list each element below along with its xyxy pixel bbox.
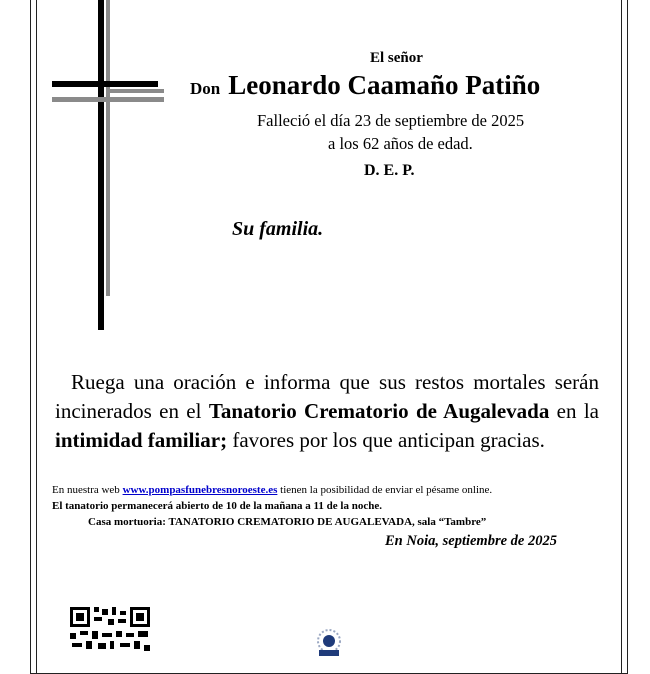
web-link[interactable]: www.pompasfunebresnoroeste.es: [122, 484, 278, 496]
qr-code-icon[interactable]: [68, 605, 152, 655]
message-part-2: en la: [549, 399, 600, 423]
opening-hours: El tanatorio permanecerá abierto de 10 de la mañana a 11 de la noche.: [52, 500, 382, 512]
honorific: Don: [190, 79, 221, 98]
deceased-name-line: [190, 70, 540, 101]
deceased-name: Leonardo Caamaño Patiño: [228, 70, 541, 100]
cross-horizontal-black: [52, 81, 158, 87]
title-senor: El señor: [370, 50, 423, 66]
death-date: Falleció el día 23 de septiembre de 2025: [257, 111, 525, 130]
message-part-1: Ruega una oración e informa que sus restos mortales serán incinerados en el: [55, 370, 599, 423]
cross-horizontal-grey-short: [110, 89, 164, 93]
age: a los 62 años de edad.: [328, 134, 473, 153]
web-prefix: En nuestra web: [52, 484, 123, 496]
cross-vertical-grey: [106, 0, 110, 296]
message-part-3: favores por los que anticipan gracias.: [227, 428, 545, 452]
mortuary-location: Casa mortuoria: TANATORIO CREMATORIO DE AUGALEVADA, sala “Tambre”: [88, 516, 487, 528]
cross-horizontal-grey: [52, 97, 164, 102]
message-private: intimidad familiar;: [55, 428, 228, 452]
message-crematorium: Tanatorio Crematorio de Augalevada: [208, 399, 550, 423]
funeral-home-logo-icon: [313, 628, 345, 656]
web-line: [52, 484, 492, 496]
cross-vertical-black: [98, 0, 104, 330]
place-date: En Noia, septiembre de 2025: [385, 533, 557, 549]
rip: D. E. P.: [364, 162, 415, 179]
family-signature: Su familia.: [232, 218, 324, 240]
announcement-paragraph: [55, 368, 599, 455]
web-suffix: tienen la posibilidad de enviar el pésame online.: [277, 484, 493, 496]
